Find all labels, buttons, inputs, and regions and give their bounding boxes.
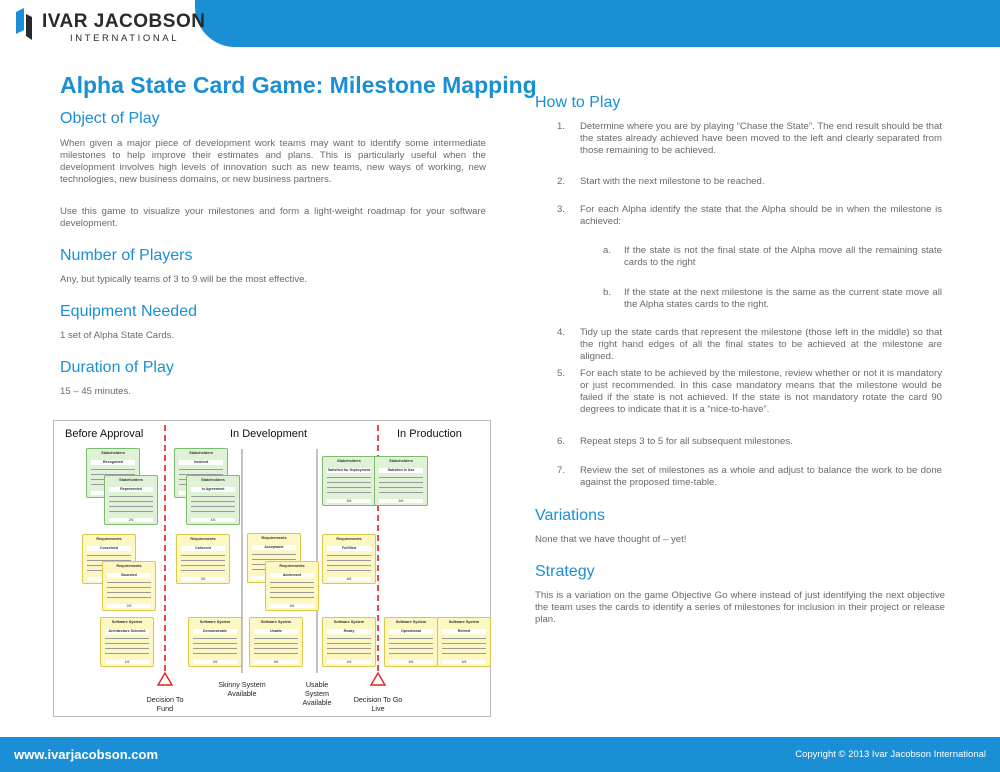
- card-checklist-line: [252, 554, 296, 555]
- alpha-state-card: [437, 617, 491, 667]
- card-checklist-line: [327, 482, 371, 483]
- card-state-name: Satisfied in Use: [379, 468, 423, 473]
- card-state-name: Conceived: [87, 546, 131, 551]
- strategy-text: This is a variation on the game Objective Go where instead of just identifying the next objective the team uses the cards to identify a series of milestones for inclusion in their project or release plan.: [535, 590, 945, 625]
- card-state-name: Acceptable: [252, 545, 296, 550]
- alpha-state-card: [322, 456, 376, 506]
- column-before-approval: Before Approval: [65, 428, 144, 440]
- number-of-players-text: Any, but typically teams of 3 to 9 will be the most effective.: [60, 274, 308, 285]
- card-checklist-line: [254, 653, 298, 654]
- alpha-state-card: [188, 617, 242, 667]
- card-number: 6/6: [379, 499, 423, 503]
- card-checklist-line: [442, 653, 486, 654]
- card-checklist-line: [270, 582, 314, 583]
- header-band: [195, 0, 1000, 47]
- card-alpha-name: Software System: [111, 620, 143, 624]
- company-logo[interactable]: [12, 8, 212, 48]
- step-text: For each state to be achieved by the milestone, review whether or not it is mandatory or just recommended. In this case mandatory means that the milestone would be failed if the state is not achieved. If the state is not mandatory rotate the card 90 degrees to indicate that it is a “nice-to-have”.: [580, 368, 942, 415]
- card-number: 2/6: [107, 604, 151, 608]
- alpha-state-card: [374, 456, 428, 506]
- card-checklist-line: [105, 653, 149, 654]
- footer-band: [0, 737, 1000, 772]
- step-text: Review the set of milestones as a whole and adjust to balance the work to be done against the proposed time-table.: [580, 465, 942, 488]
- card-checklist-line: [327, 477, 371, 478]
- card-state-name: Usable: [254, 629, 298, 634]
- card-checklist-line: [109, 496, 153, 497]
- substep-number: b.: [603, 287, 612, 298]
- footer-copyright: Copyright © 2013 Ivar Jacobson International: [795, 749, 986, 760]
- alpha-state-card: [249, 617, 303, 667]
- heading-object-of-play: Object of Play: [60, 110, 160, 127]
- card-number: 1/6: [105, 660, 149, 664]
- card-state-name: Coherent: [181, 546, 225, 551]
- heading-equipment-needed: Equipment Needed: [60, 303, 197, 320]
- object-of-play-para1: When given a major piece of development work teams may want to identify some intermediate milestones to help improve their estimates and plans. This is particularly useful when the development involves high levels of innovation such as new teams, new ways of working, new technologies, new business domains, or new business partners.: [60, 138, 486, 185]
- card-checklist-line: [389, 653, 433, 654]
- step-text: For each Alpha identify the state that the Alpha should be in when the milestone is achieved:: [580, 204, 942, 227]
- heading-number-of-players: Number of Players: [60, 247, 193, 264]
- alpha-state-card: [265, 561, 319, 611]
- step-number: 7.: [557, 465, 566, 476]
- label-usable-system: Usable System Available: [302, 680, 332, 707]
- card-alpha-name: Software System: [199, 620, 231, 624]
- card-checklist-line: [181, 570, 225, 571]
- card-number: 5/6: [327, 499, 371, 503]
- card-alpha-name: Software System: [448, 620, 480, 624]
- step-number: 3.: [557, 204, 566, 215]
- card-checklist-line: [179, 469, 223, 470]
- card-checklist-line: [327, 560, 371, 561]
- card-checklist-line: [105, 648, 149, 649]
- card-checklist-line: [191, 496, 235, 497]
- card-alpha-name: Requirements: [279, 564, 305, 568]
- logo-sub-text: INTERNATIONAL: [70, 33, 180, 44]
- card-state-name: Recognized: [91, 460, 135, 465]
- card-checklist-line: [442, 638, 486, 639]
- card-checklist-line: [254, 638, 298, 639]
- card-checklist-line: [107, 597, 151, 598]
- card-number: 2/6: [193, 660, 237, 664]
- column-in-production: In Production: [397, 428, 462, 440]
- card-checklist-line: [442, 643, 486, 644]
- card-checklist-line: [270, 592, 314, 593]
- alpha-state-card: [384, 617, 438, 667]
- card-checklist-line: [270, 587, 314, 588]
- card-alpha-name: Stakeholders: [337, 459, 361, 463]
- card-checklist-line: [327, 492, 371, 493]
- card-checklist-line: [107, 592, 151, 593]
- card-checklist-line: [389, 638, 433, 639]
- card-checklist-line: [193, 653, 237, 654]
- card-alpha-name: Stakeholders: [101, 451, 125, 455]
- card-alpha-name: Stakeholders: [201, 478, 225, 482]
- alpha-state-card: [322, 617, 376, 667]
- step-number: 1.: [557, 121, 566, 132]
- card-checklist-line: [181, 555, 225, 556]
- card-checklist-line: [191, 506, 235, 507]
- step-number: 6.: [557, 436, 566, 447]
- card-checklist-line: [181, 560, 225, 561]
- label-decision-to-go-live: Decision To Go Live: [353, 695, 403, 713]
- heading-how-to-play: How to Play: [535, 94, 621, 111]
- card-number: 3/6: [254, 660, 298, 664]
- card-state-name: Addressed: [270, 573, 314, 578]
- card-checklist-line: [191, 511, 235, 512]
- card-number: 4/6: [191, 518, 235, 522]
- card-number: 2/6: [109, 518, 153, 522]
- card-checklist-line: [105, 643, 149, 644]
- card-state-name: Architecture Selected: [105, 629, 149, 634]
- card-checklist-line: [379, 482, 423, 483]
- card-number: 6/6: [327, 577, 371, 581]
- card-checklist-line: [254, 648, 298, 649]
- heading-variations: Variations: [535, 507, 605, 524]
- logo-mark-icon: [12, 8, 36, 40]
- card-state-name: Satisfied for Deployment: [327, 468, 371, 472]
- card-checklist-line: [442, 648, 486, 649]
- step-text: Start with the next milestone to be reached.: [580, 176, 765, 187]
- heading-duration-of-play: Duration of Play: [60, 359, 174, 376]
- card-checklist-line: [327, 555, 371, 556]
- label-skinny-system: Skinny System Available: [218, 680, 266, 698]
- card-number: 4/6: [327, 660, 371, 664]
- card-number: 5/6: [389, 660, 433, 664]
- card-number: 5/6: [270, 604, 314, 608]
- card-state-name: Represented: [109, 487, 153, 492]
- card-checklist-line: [107, 582, 151, 583]
- card-alpha-name: Stakeholders: [189, 451, 213, 455]
- alpha-state-card: [322, 534, 376, 584]
- alpha-state-card: [102, 561, 156, 611]
- card-alpha-name: Requirements: [116, 564, 142, 568]
- substep-number: a.: [603, 245, 612, 256]
- card-checklist-line: [191, 501, 235, 502]
- card-state-name: In Agreement: [191, 487, 235, 492]
- card-checklist-line: [327, 653, 371, 654]
- card-number: 3/6: [181, 577, 225, 581]
- card-checklist-line: [379, 487, 423, 488]
- card-checklist-line: [193, 648, 237, 649]
- card-state-name: Retired: [442, 629, 486, 634]
- card-checklist-line: [107, 587, 151, 588]
- card-checklist-line: [270, 597, 314, 598]
- card-checklist-line: [193, 643, 237, 644]
- card-checklist-line: [379, 477, 423, 478]
- step-text: Repeat steps 3 to 5 for all subsequent milestones.: [580, 436, 793, 447]
- card-checklist-line: [181, 565, 225, 566]
- card-alpha-name: Software System: [395, 620, 427, 624]
- card-state-name: Operational: [389, 629, 433, 634]
- card-state-name: Involved: [179, 460, 223, 465]
- substep-text: If the state is not the final state of the Alpha move all the remaining state cards to the right: [624, 245, 942, 268]
- card-checklist-line: [109, 506, 153, 507]
- card-checklist-line: [327, 638, 371, 639]
- page-title: Alpha State Card Game: Milestone Mapping: [60, 72, 537, 98]
- alpha-state-card: [100, 617, 154, 667]
- card-checklist-line: [91, 469, 135, 470]
- variations-text: None that we have thought of – yet!: [535, 534, 687, 545]
- card-state-name: Demonstrable: [193, 629, 237, 634]
- card-checklist-line: [109, 501, 153, 502]
- card-checklist-line: [389, 643, 433, 644]
- equipment-needed-text: 1 set of Alpha State Cards.: [60, 330, 175, 341]
- card-state-name: Fulfilled: [327, 546, 371, 551]
- card-checklist-line: [327, 565, 371, 566]
- footer-website-link[interactable]: www.ivarjacobson.com: [14, 747, 159, 762]
- label-decision-to-fund: Decision To Fund: [146, 695, 184, 713]
- card-checklist-line: [379, 492, 423, 493]
- card-checklist-line: [109, 511, 153, 512]
- card-alpha-name: Software System: [260, 620, 292, 624]
- heading-strategy: Strategy: [535, 563, 595, 580]
- card-state-name: Ready: [327, 629, 371, 634]
- card-alpha-name: Requirements: [190, 537, 216, 541]
- card-alpha-name: Stakeholders: [389, 459, 413, 463]
- alpha-state-card: [186, 475, 240, 525]
- card-checklist-line: [254, 643, 298, 644]
- card-checklist-line: [252, 559, 296, 560]
- card-alpha-name: Requirements: [261, 536, 287, 540]
- duration-of-play-text: 15 – 45 minutes.: [60, 386, 131, 397]
- step-text: Determine where you are by playing “Chase the State”. The end result should be that the states already achieved have been moved to the left and clearly separated from those remaining to be achieved.: [580, 121, 942, 156]
- card-state-name: Bounded: [107, 573, 151, 578]
- step-number: 4.: [557, 327, 566, 338]
- card-alpha-name: Requirements: [96, 537, 122, 541]
- milestone-diagram: [53, 420, 491, 717]
- card-alpha-name: Stakeholders: [119, 478, 143, 482]
- card-checklist-line: [105, 638, 149, 639]
- card-checklist-line: [327, 643, 371, 644]
- card-alpha-name: Software System: [333, 620, 365, 624]
- column-in-development: In Development: [230, 428, 308, 440]
- object-of-play-para2: Use this game to visualize your milestones and form a light-weight roadmap for your software development.: [60, 206, 486, 229]
- card-checklist-line: [327, 648, 371, 649]
- logo-main-text: IVAR JACOBSON: [42, 11, 206, 32]
- card-checklist-line: [193, 638, 237, 639]
- step-number: 5.: [557, 368, 566, 379]
- card-checklist-line: [87, 555, 131, 556]
- card-checklist-line: [327, 487, 371, 488]
- step-text: Tidy up the state cards that represent the milestone (those left in the middle) so that the right hand edges of all the final states to be achieved at the milestone are aligned.: [580, 327, 942, 362]
- card-checklist-line: [327, 570, 371, 571]
- card-checklist-line: [389, 648, 433, 649]
- alpha-state-card: [176, 534, 230, 584]
- card-number: 6/6: [442, 660, 486, 664]
- card-alpha-name: Requirements: [336, 537, 362, 541]
- alpha-state-card: [104, 475, 158, 525]
- substep-text: If the state at the next milestone is the same as the current state move all the Alpha states cards to the right.: [624, 287, 942, 310]
- step-number: 2.: [557, 176, 566, 187]
